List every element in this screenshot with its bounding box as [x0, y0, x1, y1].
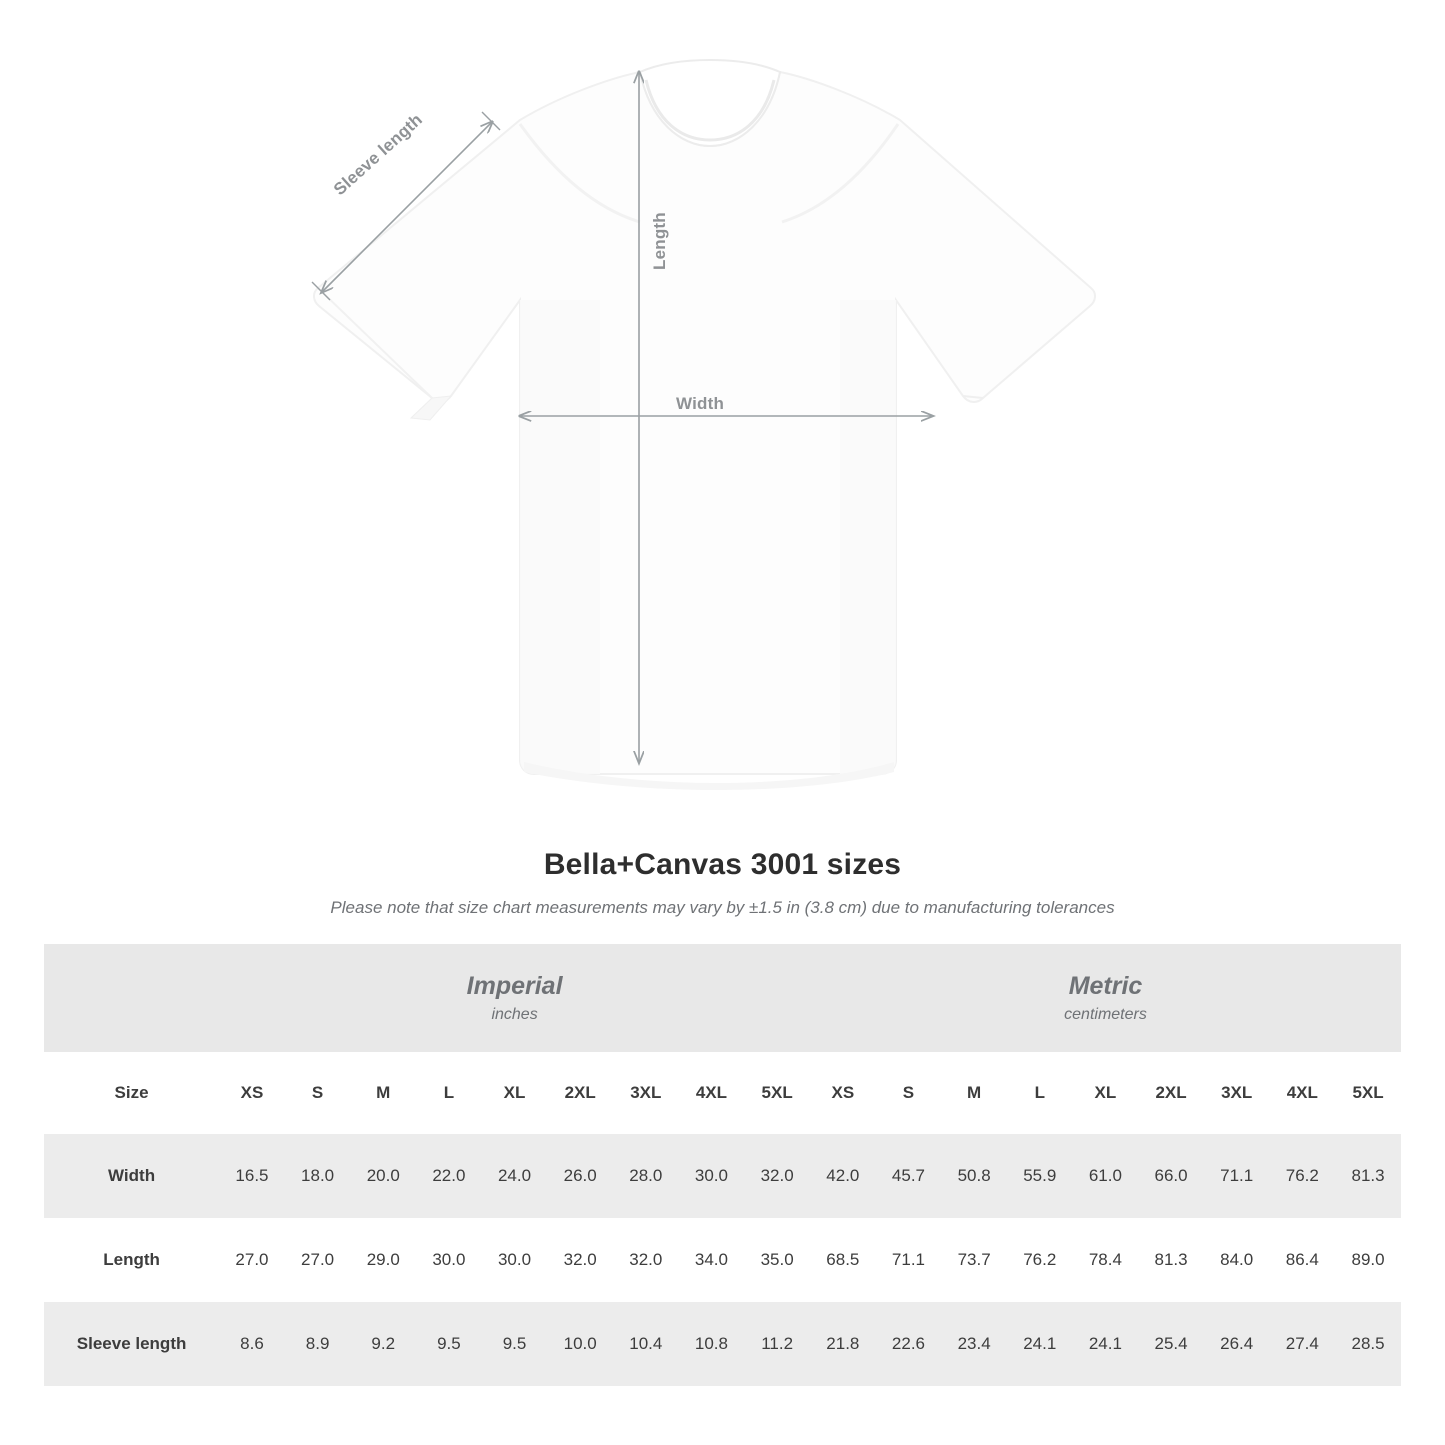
- cell-sleeve-met-8: 28.5: [1335, 1302, 1401, 1386]
- cell-length-imp-4: 30.0: [482, 1218, 548, 1302]
- size-header-imp-4: XL: [482, 1052, 548, 1134]
- metric-system-label: Metric: [1068, 971, 1143, 1000]
- tshirt-shape: [314, 60, 1095, 790]
- cell-width-met-0: 42.0: [810, 1134, 876, 1218]
- tolerance-note: Please note that size chart measurements may vary by ±1.5 in (3.8 cm) due to manufacturing tolerances: [330, 898, 1115, 917]
- cell-length-met-0: 68.5: [810, 1218, 876, 1302]
- title-block: [0, 848, 1445, 918]
- cell-sleeve-met-4: 24.1: [1073, 1302, 1139, 1386]
- cell-sleeve-met-2: 23.4: [941, 1302, 1007, 1386]
- size-header-imp-5: 2XL: [547, 1052, 613, 1134]
- size-header-met-4: XL: [1073, 1052, 1139, 1134]
- cell-sleeve-imp-1: 8.9: [285, 1302, 351, 1386]
- cell-width-met-7: 76.2: [1270, 1134, 1336, 1218]
- row-label-sleeve-length: Sleeve length: [44, 1302, 219, 1386]
- size-header-imp-6: 3XL: [613, 1052, 679, 1134]
- cell-width-met-2: 50.8: [941, 1134, 1007, 1218]
- table-row: [44, 1302, 1401, 1386]
- cell-length-imp-5: 32.0: [547, 1218, 613, 1302]
- imperial-system-label: Imperial: [466, 971, 563, 1000]
- cell-sleeve-met-5: 25.4: [1138, 1302, 1204, 1386]
- cell-width-imp-5: 26.0: [547, 1134, 613, 1218]
- size-header-met-1: S: [876, 1052, 942, 1134]
- cell-width-imp-1: 18.0: [285, 1134, 351, 1218]
- row-label-width: Width: [44, 1134, 219, 1218]
- metric-unit-label: centimeters: [1064, 1006, 1147, 1024]
- cell-length-met-1: 71.1: [876, 1218, 942, 1302]
- cell-width-imp-3: 22.0: [416, 1134, 482, 1218]
- size-header-met-7: 4XL: [1270, 1052, 1336, 1134]
- cell-sleeve-imp-3: 9.5: [416, 1302, 482, 1386]
- cell-width-imp-4: 24.0: [482, 1134, 548, 1218]
- cell-length-met-4: 78.4: [1073, 1218, 1139, 1302]
- table-row: [44, 1218, 1401, 1302]
- size-header-imp-3: L: [416, 1052, 482, 1134]
- size-corner-label: Size: [44, 1052, 219, 1134]
- cell-length-imp-8: 35.0: [744, 1218, 810, 1302]
- size-header-met-3: L: [1007, 1052, 1073, 1134]
- size-header-met-2: M: [941, 1052, 1007, 1134]
- size-table-wrapper: [44, 944, 1401, 1386]
- cell-sleeve-met-0: 21.8: [810, 1302, 876, 1386]
- imperial-unit-label: inches: [491, 1006, 538, 1024]
- cell-width-met-6: 71.1: [1204, 1134, 1270, 1218]
- cell-sleeve-imp-5: 10.0: [547, 1302, 613, 1386]
- cell-length-met-6: 84.0: [1204, 1218, 1270, 1302]
- cell-width-met-8: 81.3: [1335, 1134, 1401, 1218]
- cell-length-met-5: 81.3: [1138, 1218, 1204, 1302]
- cell-length-imp-2: 29.0: [350, 1218, 416, 1302]
- size-chart-table: [44, 944, 1401, 1386]
- cell-width-met-4: 61.0: [1073, 1134, 1139, 1218]
- sleeve-length-label: Sleeve length: [330, 109, 427, 200]
- cell-width-met-3: 55.9: [1007, 1134, 1073, 1218]
- cell-sleeve-met-3: 24.1: [1007, 1302, 1073, 1386]
- cell-sleeve-met-6: 26.4: [1204, 1302, 1270, 1386]
- table-row: [44, 1134, 1401, 1218]
- size-header-imp-1: S: [285, 1052, 351, 1134]
- cell-sleeve-imp-2: 9.2: [350, 1302, 416, 1386]
- cell-length-met-7: 86.4: [1270, 1218, 1336, 1302]
- imperial-header-cell: [219, 944, 810, 1052]
- size-header-met-0: XS: [810, 1052, 876, 1134]
- size-header-met-8: 5XL: [1335, 1052, 1401, 1134]
- size-header-row: [44, 1052, 1401, 1134]
- cell-width-imp-6: 28.0: [613, 1134, 679, 1218]
- size-header-imp-0: XS: [219, 1052, 285, 1134]
- cell-width-imp-7: 30.0: [679, 1134, 745, 1218]
- unit-row-spacer: [44, 944, 219, 1052]
- unit-system-row: [44, 944, 1401, 1052]
- cell-length-imp-1: 27.0: [285, 1218, 351, 1302]
- cell-length-met-2: 73.7: [941, 1218, 1007, 1302]
- cell-length-imp-7: 34.0: [679, 1218, 745, 1302]
- cell-width-imp-0: 16.5: [219, 1134, 285, 1218]
- cell-sleeve-met-7: 27.4: [1270, 1302, 1336, 1386]
- row-label-length: Length: [44, 1218, 219, 1302]
- size-header-imp-7: 4XL: [679, 1052, 745, 1134]
- cell-sleeve-imp-4: 9.5: [482, 1302, 548, 1386]
- size-header-met-6: 3XL: [1204, 1052, 1270, 1134]
- cell-width-imp-8: 32.0: [744, 1134, 810, 1218]
- size-header-imp-8: 5XL: [744, 1052, 810, 1134]
- size-header-imp-2: M: [350, 1052, 416, 1134]
- cell-sleeve-imp-6: 10.4: [613, 1302, 679, 1386]
- size-header-met-5: 2XL: [1138, 1052, 1204, 1134]
- page-title: Bella+Canvas 3001 sizes: [543, 848, 902, 881]
- cell-length-imp-3: 30.0: [416, 1218, 482, 1302]
- length-label: Length: [650, 212, 669, 270]
- cell-sleeve-imp-7: 10.8: [679, 1302, 745, 1386]
- cell-sleeve-met-1: 22.6: [876, 1302, 942, 1386]
- cell-length-imp-6: 32.0: [613, 1218, 679, 1302]
- cell-width-met-5: 66.0: [1138, 1134, 1204, 1218]
- metric-header-cell: [810, 944, 1401, 1052]
- cell-length-imp-0: 27.0: [219, 1218, 285, 1302]
- cell-width-imp-2: 20.0: [350, 1134, 416, 1218]
- width-label: Width: [676, 394, 725, 413]
- cell-sleeve-imp-8: 11.2: [744, 1302, 810, 1386]
- cell-length-met-3: 76.2: [1007, 1218, 1073, 1302]
- cell-width-met-1: 45.7: [876, 1134, 942, 1218]
- cell-sleeve-imp-0: 8.6: [219, 1302, 285, 1386]
- cell-length-met-8: 89.0: [1335, 1218, 1401, 1302]
